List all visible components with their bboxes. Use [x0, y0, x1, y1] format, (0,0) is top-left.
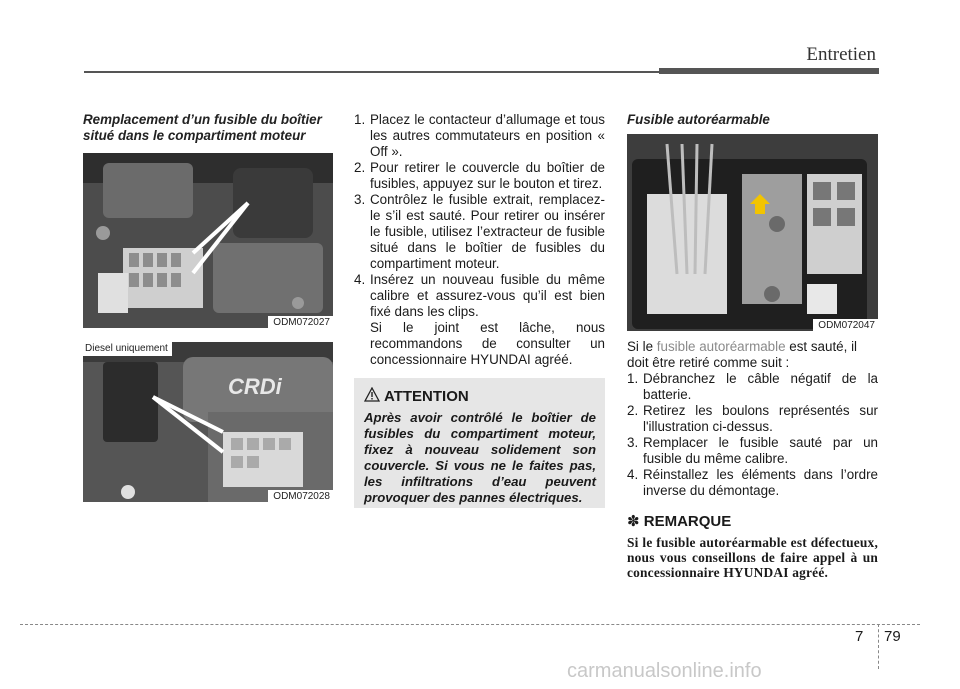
step-text: Insérez un nouveau fusible du même calibre et assurez-vous qu’il est bien fixé dans les clips. [370, 272, 605, 319]
watermark: carmanualsonline.info [567, 660, 762, 682]
page-number: 79 [884, 628, 901, 645]
loose-joint-note: Si le joint est lâche, nous recommandons de consulter un concessionnaire HYUNDAI agréé. [370, 320, 605, 367]
step-number: 2. [627, 403, 639, 418]
list-item [627, 435, 878, 467]
engine-bay-illustration [83, 153, 333, 328]
header-rule-accent [659, 68, 879, 74]
fuse-replacement-steps [354, 112, 605, 320]
header-rule [84, 71, 659, 73]
step-number: 3. [354, 192, 366, 207]
step-text: Contrôlez le fusible extrait, remplacez-le s’il est sauté. Pour retirer ou insérer le fusible, utilisez l’extracteur de fusible situé dans le boîtier de fusibles du compartiment moteur. [370, 192, 605, 271]
step-text: Réinstallez les éléments dans l’ordre inverse du démontage. [643, 467, 878, 498]
engine-fuse-box-photo [83, 153, 333, 328]
step-number: 4. [354, 272, 366, 287]
list-item [354, 160, 605, 192]
figure-code: ODM072027 [268, 316, 333, 328]
warning-triangle-icon [364, 387, 380, 402]
footer-rule [20, 624, 920, 625]
fuse-box-closeup-illustration [627, 134, 878, 331]
figure-code: ODM072047 [813, 319, 878, 331]
section-heading-engine-fuse: Remplacement d’un fusible du boîtier situé dans le compartiment moteur [83, 112, 322, 143]
list-item [627, 371, 878, 403]
attention-box [354, 378, 605, 508]
step-number: 1. [627, 371, 639, 386]
step-number: 4. [627, 467, 639, 482]
intro-post: est sauté, il doit être retiré comme suit : [627, 339, 858, 370]
intro-pre: Si le [627, 339, 657, 354]
attention-body: Après avoir contrôlé le boîtier de fusibles du compartiment moteur, fixez à nouveau solidement son couvercle. Si vous ne le faites pas, les infiltrations d’eau peuvent provoquer des pannes électriques. [364, 410, 596, 505]
chapter-number: 7 [855, 628, 864, 645]
self-resetting-fuse-photo [627, 134, 878, 331]
step-text: Pour retirer le couvercle du boîtier de fusibles, appuyez sur le bouton et tirez. [370, 160, 605, 191]
column-right-heading [627, 112, 878, 128]
column-middle [354, 112, 605, 368]
intro-highlight: fusible autoréarmable [656, 339, 786, 354]
diesel-fuse-box-photo [83, 342, 333, 502]
attention-title: ATTENTION [384, 388, 469, 405]
list-item [354, 272, 605, 320]
list-item [627, 403, 878, 435]
self-resetting-steps [627, 371, 878, 499]
remark-symbol-icon: ✽ [627, 513, 640, 530]
footer-divider [878, 624, 879, 669]
column-right-body [627, 339, 878, 580]
self-resetting-intro [627, 339, 878, 371]
step-text: Placez le contacteur d’allumage et tous les autres commutateurs en position « Off ». [370, 112, 605, 159]
step-text: Remplacer le fusible sauté par un fusible du même calibre. [643, 435, 878, 466]
diesel-only-label: Diesel uniquement [83, 342, 172, 356]
step-number: 3. [627, 435, 639, 450]
remark-heading [627, 513, 878, 531]
crdi-badge: CRDi [228, 374, 282, 399]
step-number: 1. [354, 112, 366, 127]
step-text: Retirez les boulons représentés sur l'illustration ci-dessus. [643, 403, 878, 434]
column-left [83, 112, 333, 144]
figure-code: ODM072028 [268, 490, 333, 502]
section-heading-self-resetting-fuse: Fusible autoréarmable [627, 112, 770, 127]
list-item [627, 467, 878, 499]
list-item [354, 112, 605, 160]
step-text: Débranchez le câble négatif de la batterie. [643, 371, 878, 402]
step-number: 2. [354, 160, 366, 175]
list-item [354, 192, 605, 272]
remark-body: Si le fusible autoréarmable est défectueux, nous vous conseillons de faire appel à un concessionnaire HYUNDAI agréé. [627, 535, 878, 580]
diesel-engine-illustration [83, 342, 333, 502]
remark-title: REMARQUE [643, 513, 732, 530]
page-header-title: Entretien [806, 44, 876, 65]
